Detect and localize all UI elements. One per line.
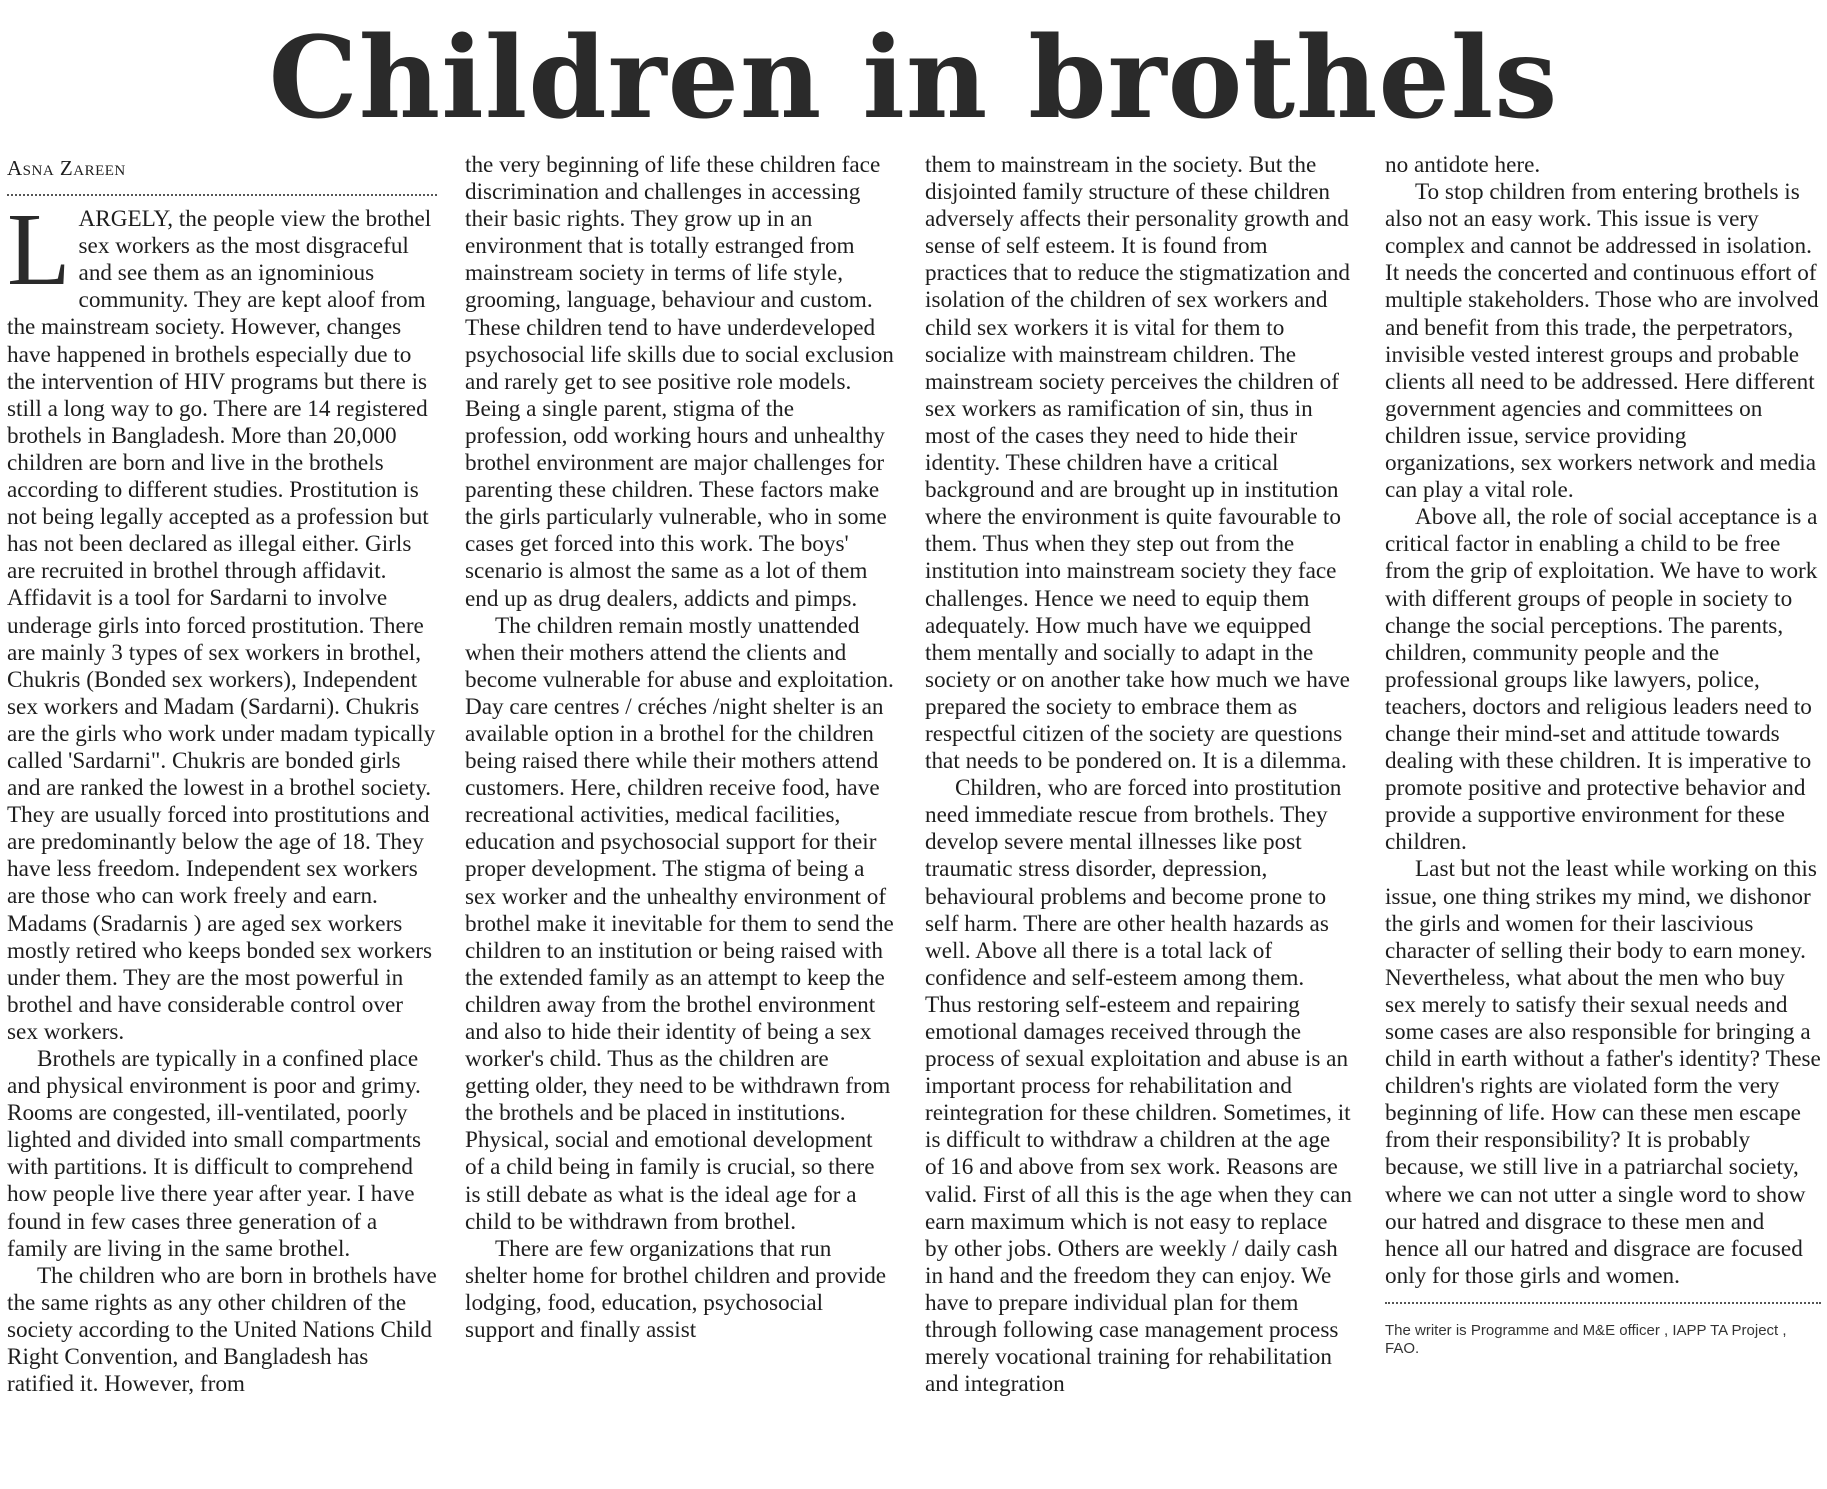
- paragraph-lead: [7, 192, 437, 1046]
- column-4: [1385, 152, 1821, 1358]
- paragraph: the very beginning of life these children face discrimination and challenges in accessing their basic rights. They grow up in an environment that is totally estranged from mainstream society in terms of life style, grooming, language, behaviour and custom. These children tend to have underdeveloped psychosocial life skills due to social exclusion and rarely get to see positive role models. Being a single parent, stigma of the profession, odd working hours and unhealthy brothel environment are major challenges for parenting these children. These factors make the girls particularly vulnerable, who in some cases get forced into this work. The boys' scenario is almost the same as a lot of them end up as drug dealers, addicts and pimps.: [465, 152, 894, 612]
- byline: Asna Zareen: [7, 155, 437, 196]
- paragraph: The children who are born in brothels have the same rights as any other children of the society according to the United Nations Child Right Convention, and Bangladesh has ratified it. However, from: [7, 1262, 437, 1398]
- paragraph: Children, who are forced into prostitution need immediate rescue from brothels. They develop severe mental illnesses like post traumatic stress disorder, depression, behavioural problems and become prone to self harm. There are other health hazards as well. Above all there is a total lack of confidence and self-esteem among them. Thus restoring self-esteem and repairing emotional damages received through the process of sexual exploitation and abuse is an important process for rehabilitation and reintegration for these children. Sometimes, it is difficult to withdraw a children at the age of 16 and above from sex work. Reasons are valid. First of all this is the age when they can earn maximum which is not easy to replace by other jobs. Others are weekly / daily cash in hand and the freedom they can enjoy. We have to prepare individual plan for them through following case management process merely vocational training for rehabilitation and integration: [925, 775, 1352, 1398]
- paragraph: them to mainstream in the society. But the disjointed family structure of these children adversely affects their personality growth and sense of self esteem. It is found from practices that to reduce the stigmatization and isolation of the children of sex workers and child sex workers it is vital for them to socialize with mainstream children. The mainstream society perceives the children of sex workers as ramification of sin, thus in most of the cases they need to hide their identity. These children have a critical background and are brought up in institution where the environment is quite favourable to them. Thus when they step out from the institution into mainstream society they face challenges. Hence we need to equip them adequately. How much have we equipped them mentally and socially to adapt in the society or on another take how much we have prepared the society to embrace them as respectful citizen of the society are questions that needs to be pondered on. It is a dilemma.: [925, 152, 1350, 775]
- column-1: [7, 152, 437, 1398]
- column-3: [925, 152, 1355, 1398]
- paragraph: Above all, the role of social acceptance is a critical factor in enabling a child to be free from the grip of exploitation. We have to work with different groups of people in society to change the social perceptions. The parents, children, community people and the professional groups like lawyers, police, teachers, doctors and religious leaders need to change their mind-set and attitude towards dealing with these children. It is imperative to promote positive and protective behavior and provide a supportive environment for these children.: [1385, 504, 1818, 856]
- paragraph: no antidote here.: [1385, 152, 1541, 178]
- lead-text: the people view the brothel sex workers as the most disgraceful and see them as an ignominious community. They are kept aloof from the mainstream society. However, changes have happened in brothels especially due to the intervention of HIV programs but there is still a long way to go. There are 14 registered brothels in Bangladesh. More than 20,000 children are born and live in the brothels according to different studies. Prostitution is not being legally accepted as a profession but has not been declared as illegal either. Girls are recruited in brothel through affidavit. Affidavit is a tool for Sardarni to involve underage girls into forced prostitution. There are mainly 3 types of sex workers in brothel, Chukris (Bonded sex workers), Independent sex workers and Madam (Sardarni). Chukris are the girls who work under madam typically called 'Sardarni". Chukris are bonded girls and are ranked the lowest in a brothel society. They are usually forced into prostitutions and are predominantly below the age of 18. They have less freedom. Independent sex workers are those who can work freely and earn. Madams (Sradarnis ) are aged sex workers mostly retired who keeps bonded sex workers under them. They are the most powerful in brothel and have considerable control over sex workers.: [7, 206, 436, 1045]
- author-footnote: The writer is Programme and M&E officer , IAPP TA Project , FAO.: [1385, 1302, 1821, 1358]
- lead-caps: ARGELY,: [78, 206, 174, 233]
- paragraph: There are few organizations that run shelter home for brothel children and provide lodging, food, education, psychosocial support and finally assist: [465, 1235, 887, 1344]
- paragraph: The children remain mostly unattended when their mothers attend the clients and become vulnerable for abuse and exploitation. Day care centres / créches /night shelter is an available option in a brothel for the children being raised there while their mothers attend customers. Here, children receive food, have recreational activities, medical facilities, education and psychosocial support for their proper development. The stigma of being a sex worker and the unhealthy environment of brothel make it inevitable for them to send the children to an institution or being raised with the extended family as an attempt to keep the children away from the brothel environment and also to hide their identity of being a sex worker's child. Thus as the children are getting older, they need to be withdrawn from the brothels and be placed in institutions. Physical, social and emotional development of a child being in family is crucial, so there is still debate as what is the ideal age for a child to be withdrawn from brothel.: [465, 612, 894, 1235]
- drop-cap: L: [7, 192, 71, 308]
- paragraph: Last but not the least while working on this issue, one thing strikes my mind, we dishonor the girls and women for their lascivious character of selling their body to earn money. Nevertheless, what about the men who buy sex merely to satisfy their sexual needs and some cases are also responsible for bringing a child in earth without a father's identity? These children's rights are violated form the very beginning of life. How can these men escape from their responsibility? It is probably because, we still live in a patriarchal society, where we can not utter a single word to show our hatred and disgrace to these men and hence all our hatred and disgrace are focused only for those girls and women.: [1385, 856, 1821, 1289]
- headline: Children in brothels: [268, 13, 1559, 144]
- paragraph: To stop children from entering brothels is also not an easy work. This issue is very complex and cannot be addressed in isolation. It needs the concerted and continuous effort of multiple stakeholders. Those who are involved and benefit from this trade, the perpetrators, invisible vested interest groups and probable clients all need to be addressed. Here different government agencies and committees on children issue, service providing organizations, sex workers network and media can play a vital role.: [1385, 179, 1819, 504]
- paragraph: Brothels are typically in a confined place and physical environment is poor and grimy. Rooms are congested, ill-ventilated, poorly lighted and divided into small compartments with partitions. It is difficult to comprehend how people live there year after year. I have found in few cases three generation of a family are living in the same brothel.: [7, 1046, 422, 1262]
- column-2: [465, 152, 895, 1344]
